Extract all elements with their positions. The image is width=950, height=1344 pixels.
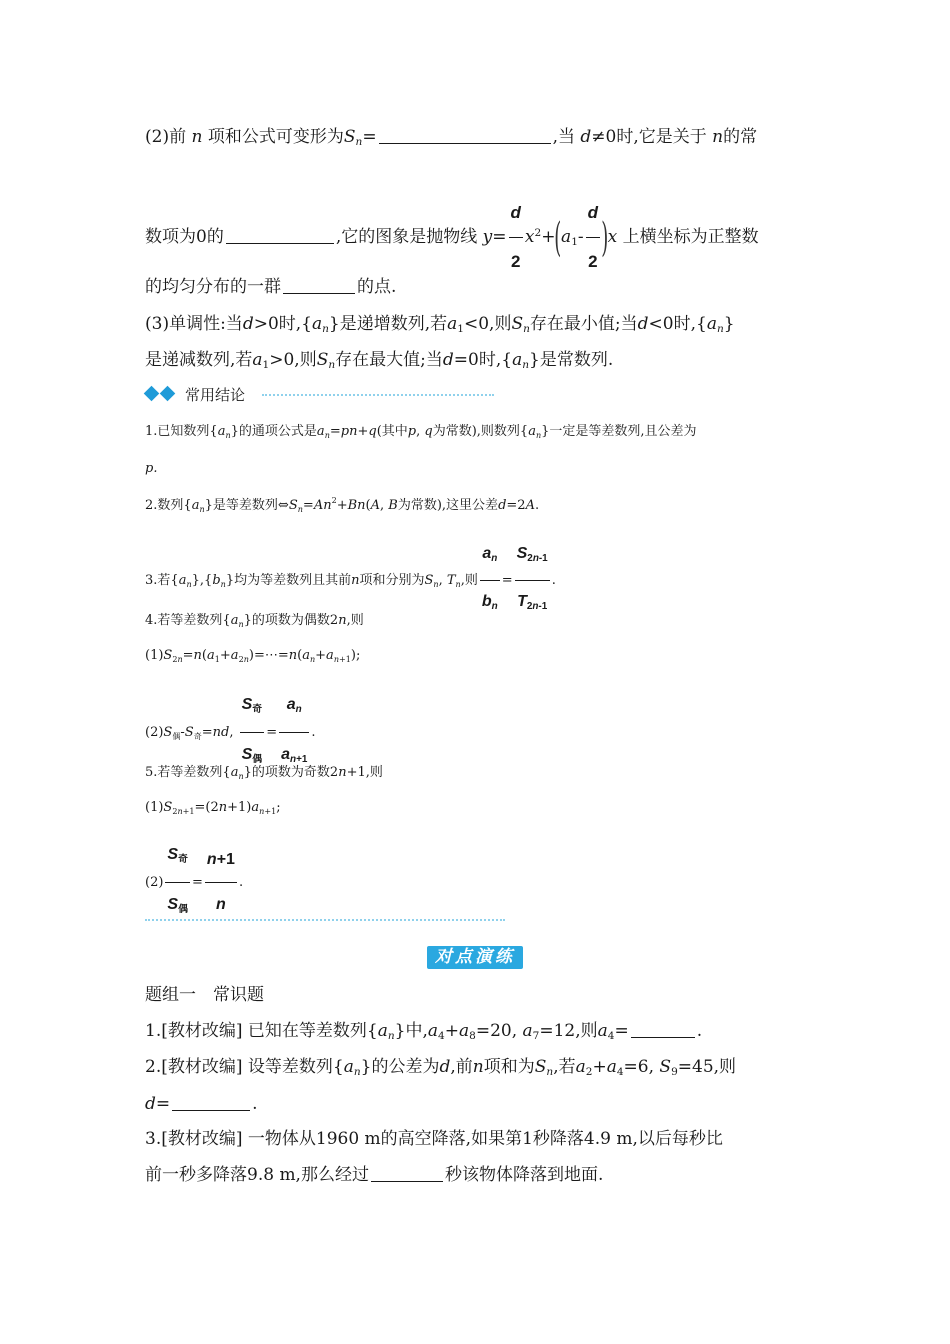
part3-line2: 是递减数列,若$a_1>0$,则$S_n$存在最大值;当d=0时$,\{a_n\}$是常数列. bbox=[145, 350, 614, 371]
conclusion-5: 5.若等差数列$\{a_n\}$的项数为奇数2n+1,则 bbox=[145, 765, 383, 781]
section-divider-bottom bbox=[145, 919, 505, 921]
conclusion-2: 2.数列$\{a_n\}$是等差数列$\Leftrightarrow S_n=An^2+Bn(A$, B为常数),这里公差d=2A. bbox=[145, 496, 540, 514]
answer-blank[interactable] bbox=[379, 129, 551, 144]
conclusion-1-cont: p. bbox=[145, 461, 158, 476]
question-3-cont: 前一秒多降落9.8 m,那么经过 秒该物体降落到地面. bbox=[145, 1165, 604, 1185]
conclusion-4-1: $(1)S_{2n}=n(a_1+a_{2n})=\cdots=n(a_n+a_{n+1})$; bbox=[145, 648, 361, 664]
conclusion-3: 3.若$\{a_n\},\{b_n\}$均为等差数列且其前n项和分别为$S_n$, $T_n$,则 $\frac{a_n}{b_n}$ = $\frac{S_{2n-1}}{T_{2n-1}}$ . bbox=[145, 534, 556, 627]
answer-blank[interactable] bbox=[226, 229, 334, 244]
part2-line3: 的均匀分布的一群 的点. bbox=[145, 277, 397, 297]
conclusion-1: 1.已知数列$\{a_n\}$的通项公式是$a_n=pn+q$(其中p, q为常数),则数列$\{a_n\}$一定是等差数列,且公差为 bbox=[145, 424, 697, 440]
answer-blank[interactable] bbox=[631, 1023, 695, 1038]
practice-badge: 对点演练 bbox=[427, 946, 523, 969]
question-2-cont: d= . bbox=[145, 1094, 258, 1114]
group-title: 题组一 常识题 bbox=[145, 985, 264, 1005]
part2-line1: (2)前 n 项和公式可变形为$S_n=$ ,当 d≠0时,它是关于 n的常 bbox=[145, 127, 758, 148]
conclusion-5-1: $(1)S_{2n+1}=(2n+1)a_{n+1}$; bbox=[145, 800, 281, 816]
conclusion-4: 4.若等差数列$\{a_n\}$的项数为偶数2n,则 bbox=[145, 613, 364, 629]
parabola-formula: y= $\frac{d}{2}$ $x^2+(a_1-$ $\frac{d}{2}$ )x bbox=[483, 227, 618, 247]
conclusion-5-2: (2) $\frac{S_奇}{S_偶}$ = $\frac{n+1}{n}$ . bbox=[145, 834, 243, 931]
conclusion-4-2: $(2)S_偶-S_奇=nd$, $\frac{S_奇}{S_偶}$ = $\frac{a_n}{a_{n+1}}$ . bbox=[145, 684, 316, 781]
question-1: 1.[教材改编] 已知在等差数列$\{a_n\}$中$,a_4+a_8=20$, $a_7=12$,则$a_4=$ . bbox=[145, 1021, 703, 1042]
section-title: 常用结论 bbox=[185, 386, 246, 404]
answer-blank[interactable] bbox=[283, 279, 355, 294]
question-3: 3.[教材改编] 一物体从1960 m的高空降落,如果第1秒降落4.9 m,以后每秒比 bbox=[145, 1129, 723, 1149]
question-2: 2.[教材改编] 设等差数列$\{a_n\}$的公差为d,前n项和为$S_n$,若$a_2+a_4=6$, $S_9=45$,则 bbox=[145, 1057, 737, 1078]
answer-blank[interactable] bbox=[371, 1167, 443, 1182]
section-divider-top bbox=[262, 394, 494, 396]
part2-line2: 数项为0的 ,它的图象是抛物线 y= $\frac{d}{2}$ $x^2+(a_1-$ $\frac{d}{2}$ )x 上横坐标为正整数 bbox=[145, 190, 759, 285]
part3-line1: (3)单调性:当d>0时$,\{a_n\}$是递增数列,若$a_1<0$,则$S_n$存在最小值;当d<0时$,\{a_n\}$ bbox=[145, 314, 735, 335]
answer-blank[interactable] bbox=[172, 1096, 250, 1111]
